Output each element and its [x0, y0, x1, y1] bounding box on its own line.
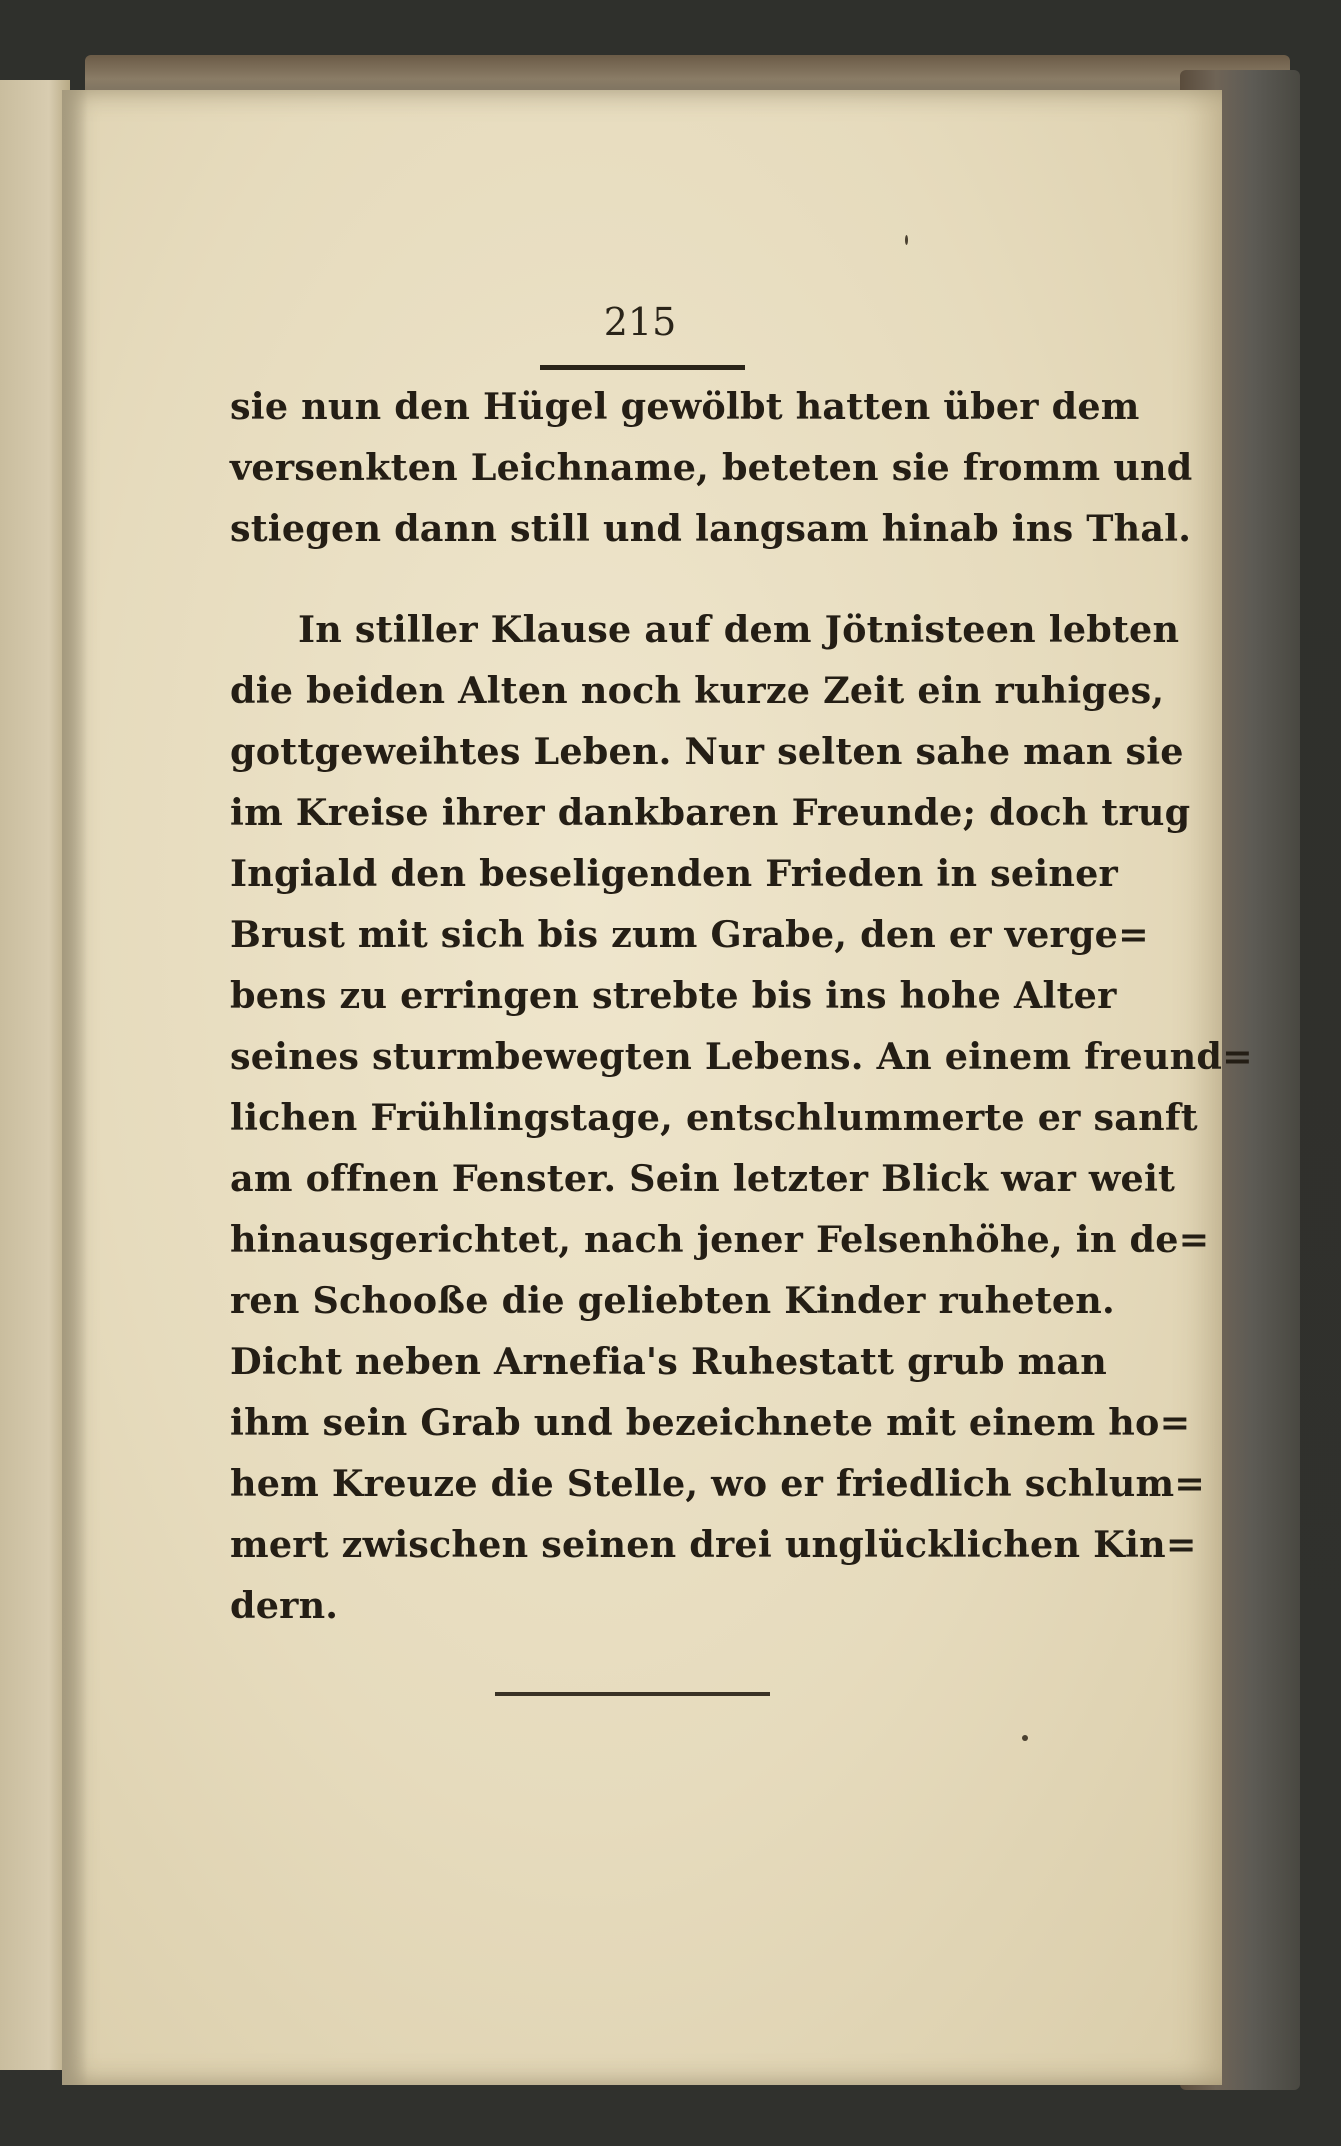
text-line: hinausgerichtet, nach jener Felsenhöhe, in de=: [230, 1218, 1210, 1261]
text-line: versenkten Leichname, beteten sie fromm und: [230, 446, 1193, 489]
text-line: dern.: [230, 1584, 339, 1627]
text-line: am offnen Fenster. Sein letzter Blick war weit: [230, 1157, 1176, 1200]
text-line: Ingiald den beseligenden Frieden in seiner: [230, 852, 1118, 895]
text-line: hem Kreuze die Stelle, wo er friedlich schlum=: [230, 1462, 1206, 1505]
text-line: Dicht neben Arnefia's Ruhestatt grub man: [230, 1340, 1107, 1383]
text-line: In stiller Klause auf dem Jötnisteen lebten: [298, 608, 1180, 651]
text-line: ihm sein Grab und bezeichnete mit einem ho=: [230, 1401, 1191, 1444]
text-line: gottgeweihtes Leben. Nur selten sahe man sie: [230, 730, 1184, 773]
text-line: sie nun den Hügel gewölbt hatten über dem: [230, 385, 1140, 428]
end-rule: [495, 1692, 770, 1696]
text-line: stiegen dann still und langsam hinab ins Thal.: [230, 507, 1192, 550]
text-line: mert zwischen seinen drei unglücklichen Kin=: [230, 1523, 1197, 1566]
text-line: seines sturmbewegten Lebens. An einem freund=: [230, 1035, 1253, 1078]
text-line: ren Schooße die geliebten Kinder ruheten.: [230, 1279, 1115, 1322]
text-line: lichen Frühlingstage, entschlummerte er sanft: [230, 1096, 1198, 1139]
text-line: im Kreise ihrer dankbaren Freunde; doch trug: [230, 791, 1191, 834]
text-line: bens zu erringen strebte bis ins hohe Alter: [230, 974, 1117, 1017]
ink-speck: [1022, 1735, 1028, 1741]
text-line: Brust mit sich bis zum Grabe, den er verge=: [230, 913, 1149, 956]
page-number: 215: [603, 300, 677, 344]
text-line: die beiden Alten noch kurze Zeit ein ruhiges,: [230, 669, 1165, 712]
ink-speck: [905, 235, 908, 245]
